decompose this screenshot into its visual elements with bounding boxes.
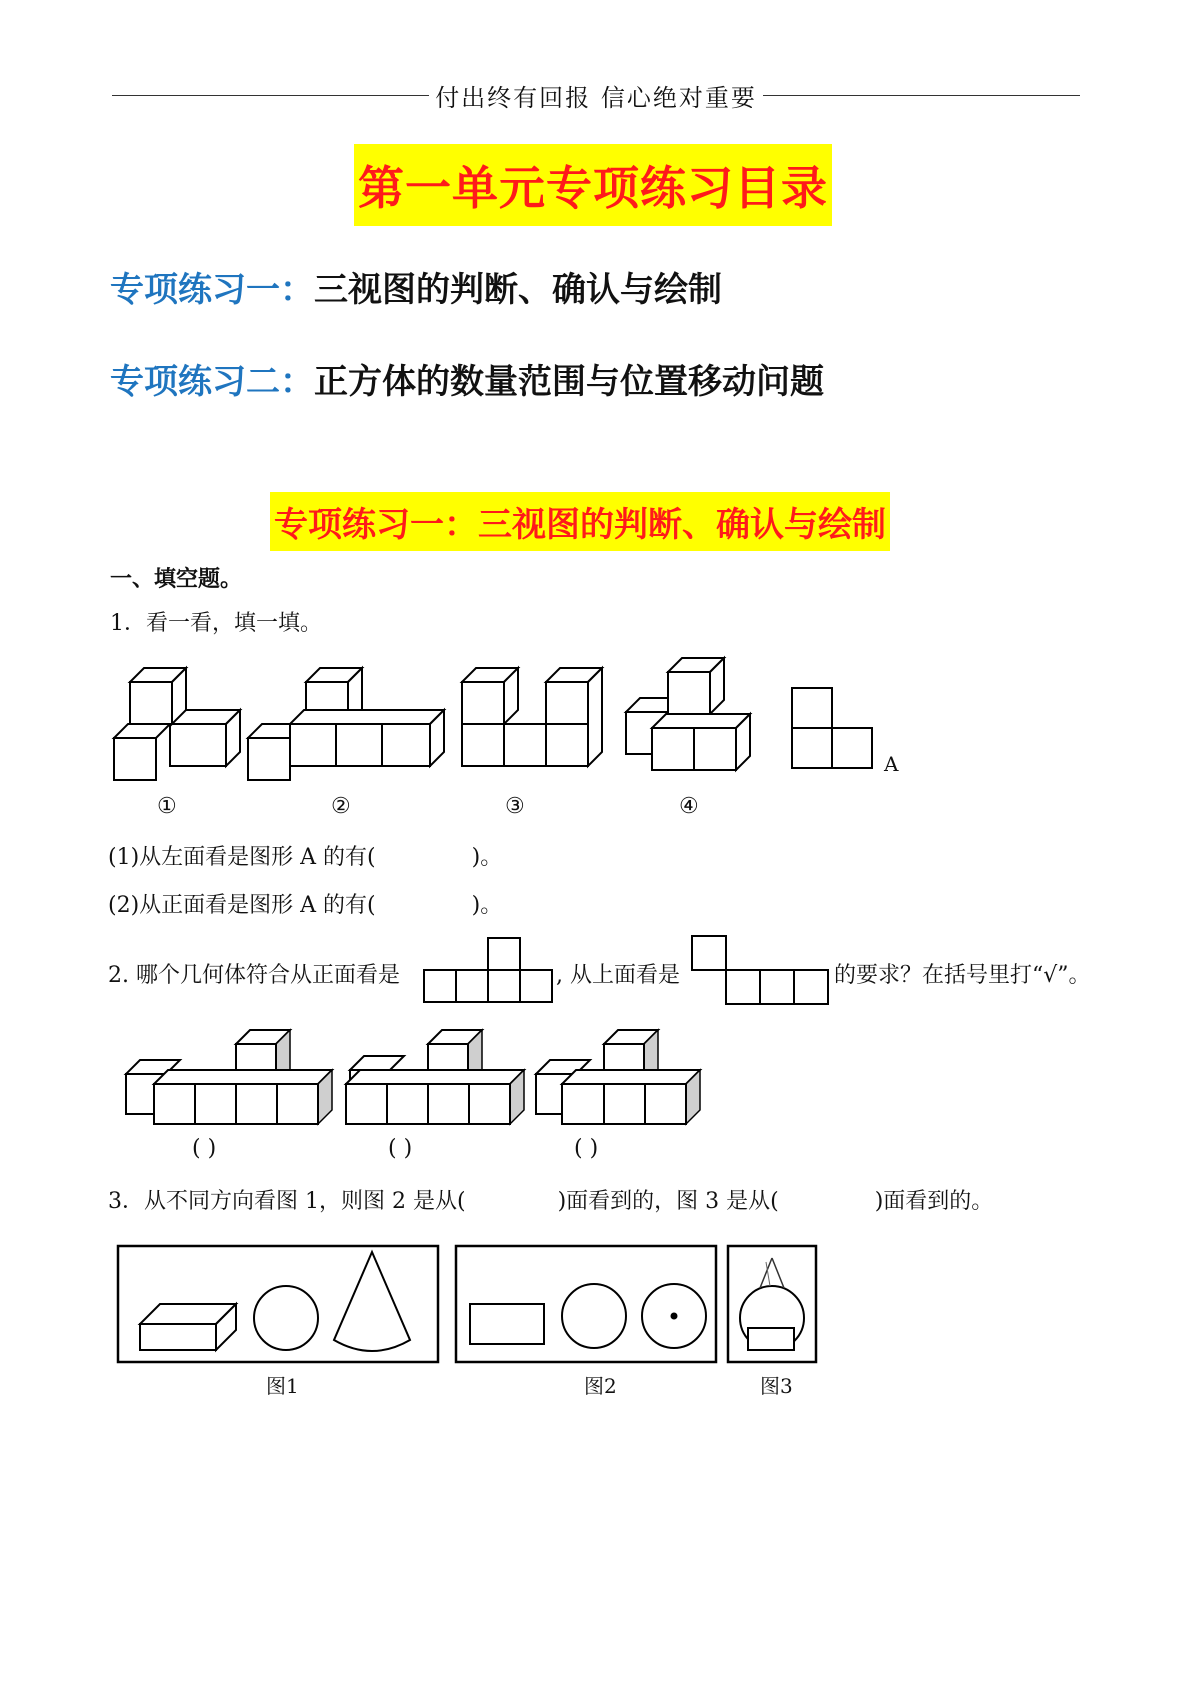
q3-stem-part1: 3．从不同方向看图 1，则图 2 是从( [108, 1189, 466, 1214]
q3-figure-2-label: 图2 [584, 1374, 617, 1398]
header-motto: 付出终有回报 信心绝对重要 [435, 84, 757, 112]
q3-stem-part2: )面看到的，图 3 是从( [557, 1189, 779, 1214]
q1-sub1-post: )。 [471, 845, 503, 870]
q3-figure-3-label: 图3 [760, 1374, 793, 1398]
q1-view-a-label: A [884, 752, 899, 776]
q1-figure-2-label: ② [331, 794, 351, 819]
q1-figure-3-label: ③ [505, 794, 525, 819]
q1-figure-4-label: ④ [679, 794, 699, 819]
section-title: 专项练习一：三视图的判断、确认与绘制 [270, 492, 890, 551]
question-type-heading: 一、填空题。 [110, 567, 243, 592]
q3-figure-2 [456, 1246, 716, 1362]
q3-figure-3 [728, 1246, 816, 1362]
main-title: 第一单元专项练习目录 [354, 144, 832, 226]
q3-figure-1-label: 图1 [266, 1374, 299, 1398]
q3-stem-part3: )面看到的。 [874, 1189, 994, 1214]
toc-item-1-label: 专项练习一： [110, 270, 314, 310]
q2-stem-part2: , 从上面看是 [556, 963, 680, 988]
toc-item-2-label: 专项练习二： [110, 362, 314, 402]
q2-stem-part1: 2. 哪个几何体符合从正面看是 [108, 963, 400, 988]
q1-sub2-pre: (2)从正面看是图形 A 的有( [108, 893, 376, 918]
q1-sub2-post: )。 [471, 893, 503, 918]
q2-option-1-bracket[interactable]: ( ) [192, 1136, 217, 1161]
q1-sub1-pre: (1)从左面看是图形 A 的有( [108, 845, 376, 870]
q1-figure-1-label: ① [157, 794, 177, 819]
q3-figure-1 [118, 1246, 438, 1362]
q2-option-3-bracket[interactable]: ( ) [574, 1136, 599, 1161]
q2-option-2-bracket[interactable]: ( ) [388, 1136, 413, 1161]
toc-item-1-text: 三视图的判断、确认与绘制 [314, 270, 722, 310]
toc-item-2-text: 正方体的数量范围与位置移动问题 [314, 362, 824, 402]
q2-stem-part3: 的要求？在括号里打“√”。 [834, 963, 1091, 988]
q1-stem: 1．看一看，填一填。 [110, 611, 322, 636]
